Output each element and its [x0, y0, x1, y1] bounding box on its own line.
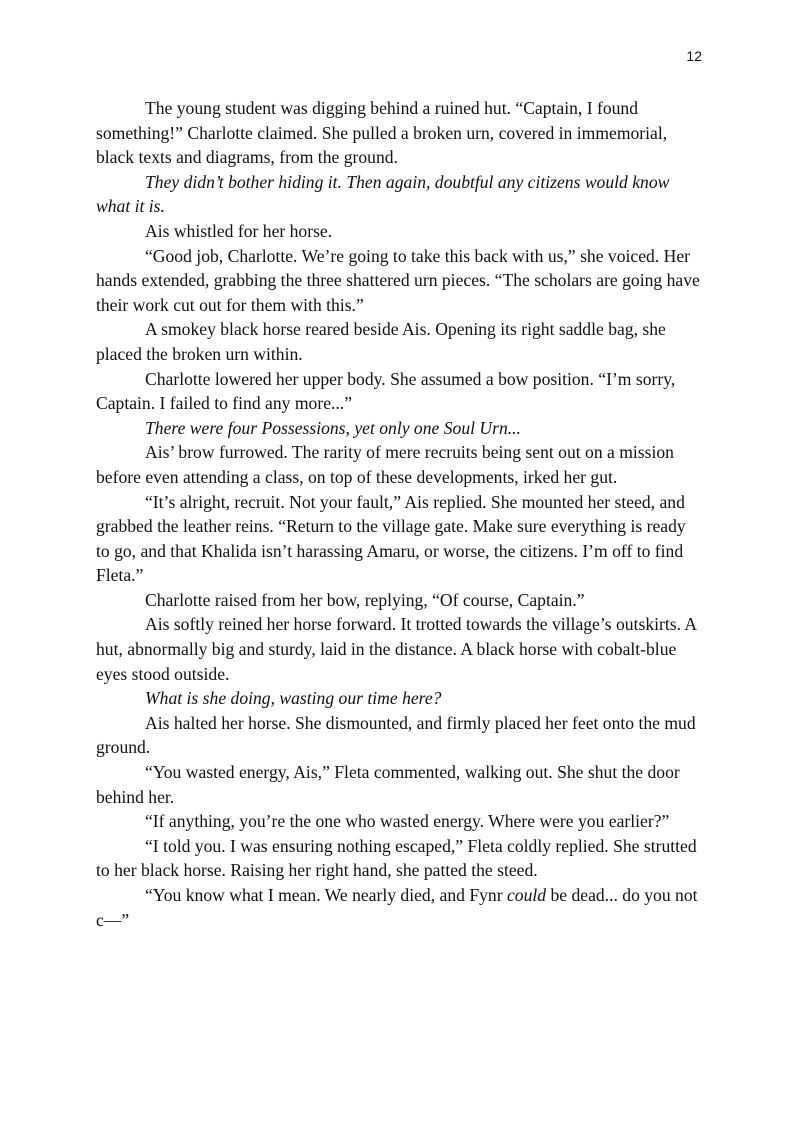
paragraph: “It’s alright, recruit. Not your fault,” Ais replied. She mounted her steed, and grabbed the leather reins. “Return to the village gate. Make sure everything is ready to go, and that Khalida isn’t harassing Amaru, or worse, the citizens. I’m off to find Fleta.” [96, 491, 686, 586]
paragraph-last-before: “You know what I mean. We nearly died, and Fynr [145, 885, 507, 905]
paragraph: Charlotte raised from her bow, replying, “Of course, Captain.” [145, 589, 585, 610]
paragraph: “If anything, you’re the one who wasted energy. Where were you earlier?” [145, 811, 670, 832]
paragraph-thought: There were four Possessions, yet only one Soul Urn... [145, 417, 521, 438]
paragraph-thought: What is she doing, wasting our time here? [145, 688, 442, 709]
paragraph: Charlotte lowered her upper body. She assumed a bow position. “I’m sorry, Captain. I failed to find any more...” [96, 368, 676, 414]
paragraph-last [96, 883, 702, 932]
paragraph: “Good job, Charlotte. We’re going to take this back with us,” she voiced. Her hands extended, grabbing the three shattered urn pieces. “The scholars are going have their work cut out for them with this.” [96, 245, 700, 315]
paragraph: Ais halted her horse. She dismounted, and firmly placed her feet onto the mud ground. [96, 712, 696, 758]
page-number: 12 [686, 48, 702, 64]
paragraph: Ais whistled for her horse. [145, 220, 333, 241]
paragraph: The young student was digging behind a ruined hut. “Captain, I found something!” Charlotte claimed. She pulled a broken urn, covered in immemorial, black texts and diagrams, from the ground. [96, 98, 668, 168]
paragraph-last-after: be dead... do you not c—” [96, 885, 698, 930]
paragraph: “I told you. I was ensuring nothing escaped,” Fleta coldly replied. She strutted to her black horse. Raising her right hand, she patted the steed. [96, 835, 697, 881]
body-text [96, 96, 702, 932]
paragraph: Ais’ brow furrowed. The rarity of mere recruits being sent out on a mission before even attending a class, on top of these developments, irked her gut. [96, 442, 674, 487]
paragraph: “You wasted energy, Ais,” Fleta commented, walking out. She shut the door behind her. [96, 762, 680, 807]
paragraph-thought: They didn’t bother hiding it. Then again, doubtful any citizens would know what it is. [96, 171, 670, 217]
paragraph: Ais softly reined her horse forward. It trotted towards the village’s outskirts. A hut, abnormally big and sturdy, laid in the distance. A black horse with cobalt-blue eyes stood outside. [96, 614, 697, 684]
paragraph-last-emphasis: could [506, 885, 547, 905]
paragraph: A smokey black horse reared beside Ais. Opening its right saddle bag, she placed the broken urn within. [96, 319, 666, 364]
